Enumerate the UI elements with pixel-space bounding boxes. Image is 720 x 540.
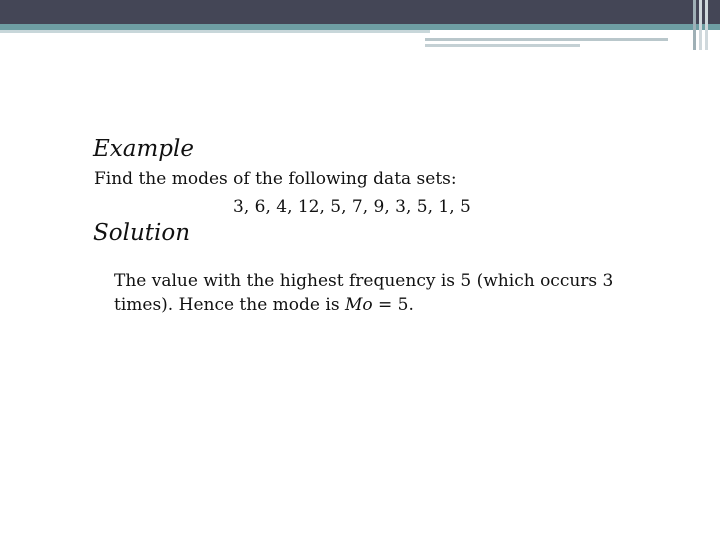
solution-heading: Solution bbox=[93, 220, 191, 246]
data-set: 3, 6, 4, 12, 5, 7, 9, 3, 5, 1, 5 bbox=[233, 197, 471, 217]
solution-line-2-prefix: times). Hence the mode is bbox=[114, 295, 345, 315]
corner-bar-1 bbox=[693, 0, 696, 50]
header-rule-1 bbox=[425, 38, 668, 41]
mode-symbol: Mo bbox=[344, 295, 373, 315]
solution-text bbox=[114, 269, 614, 317]
solution-line-1: The value with the highest frequency is 5 (which occurs 3 bbox=[114, 271, 614, 291]
corner-bar-3 bbox=[705, 0, 708, 50]
problem-prompt: Find the modes of the following data sets: bbox=[94, 169, 457, 189]
header-underline bbox=[0, 30, 430, 33]
example-heading: Example bbox=[93, 136, 194, 162]
solution-line-2-suffix: = 5. bbox=[372, 295, 414, 315]
header-rule-2 bbox=[425, 44, 580, 47]
top-banner bbox=[0, 0, 720, 24]
corner-accent bbox=[693, 0, 720, 50]
corner-bar-2 bbox=[699, 0, 702, 50]
